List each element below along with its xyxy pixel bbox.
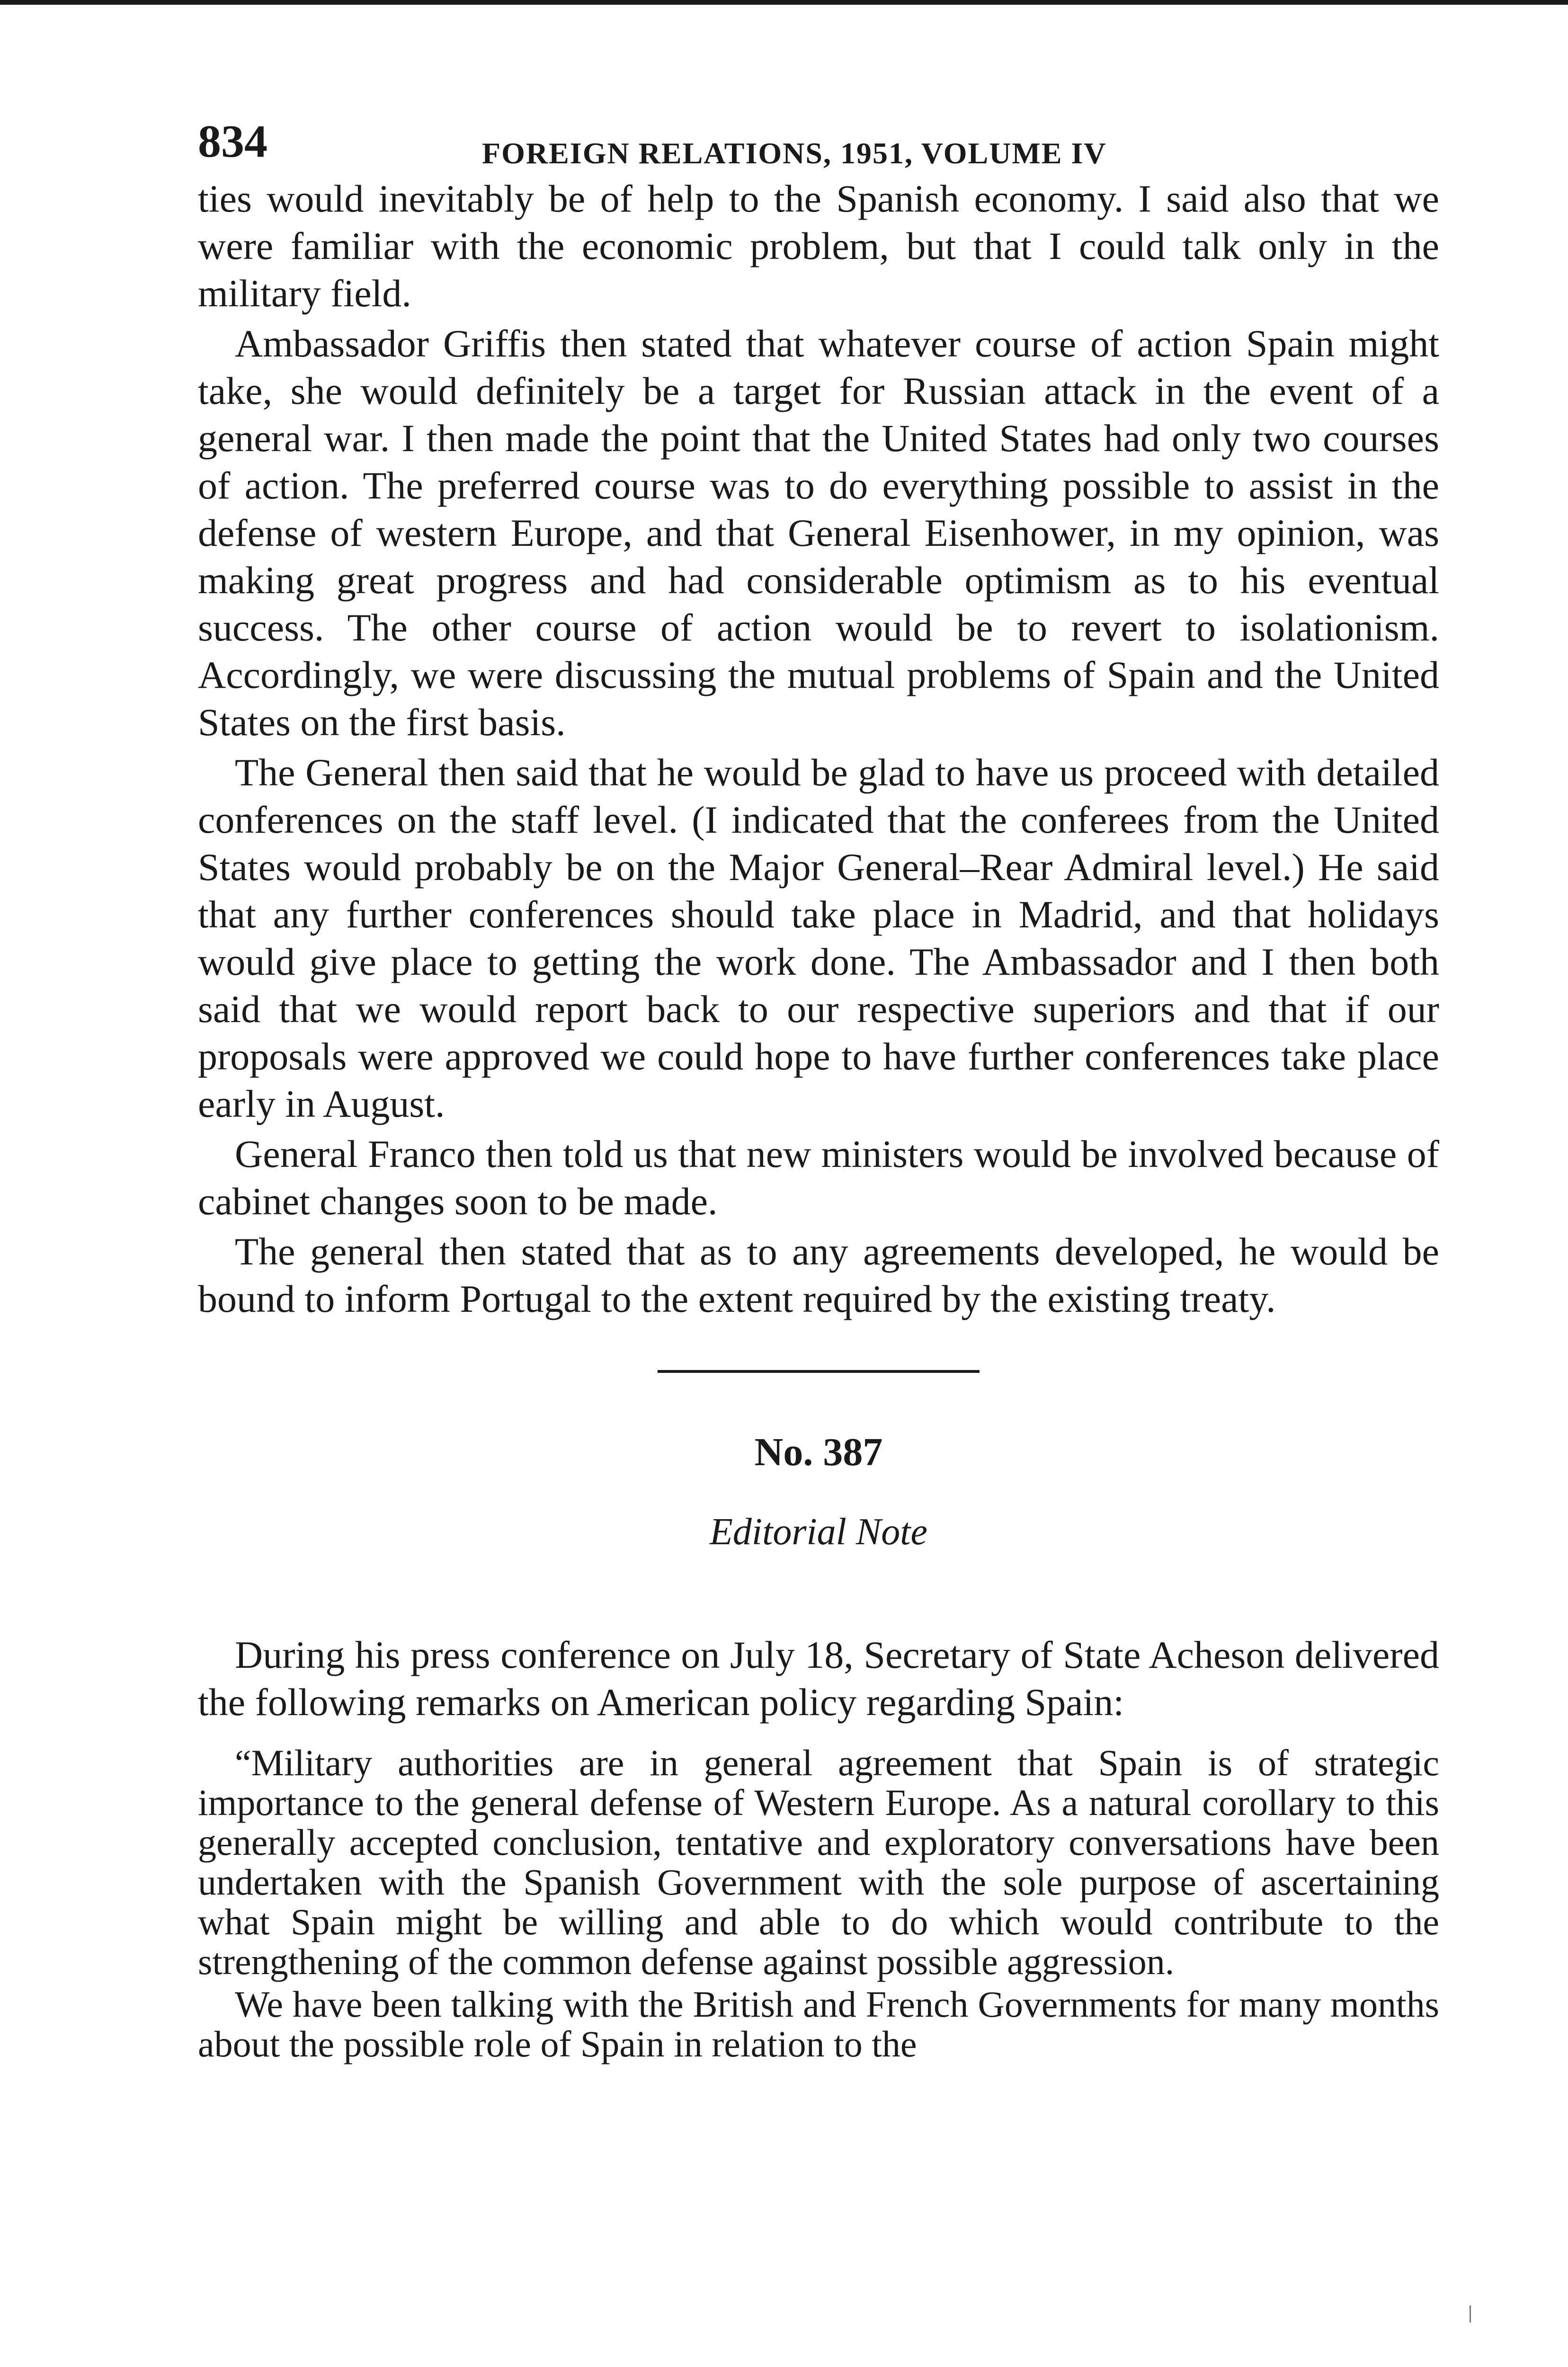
document-number: No. 387 — [754, 1430, 883, 1474]
quote-paragraph: We have been talking with the British and French Governments for many months about the possible role of Spain in relation to the — [198, 1984, 1439, 2064]
running-header — [198, 109, 1439, 175]
running-title: FOREIGN RELATIONS, 1951, VOLUME IV — [482, 136, 1107, 170]
body-paragraph: ties would inevitably be of help to the Spanish economy. I said also that we were familiar with the economic problem, but that I could talk only in the military field. — [198, 177, 1439, 315]
body-paragraph: The general then stated that as to any agreements developed, he would be bound to inform Portugal to the extent required by the existing treaty. — [198, 1230, 1439, 1320]
page-number: 834 — [198, 116, 267, 167]
section-divider — [658, 1370, 980, 1373]
top-scan-border — [0, 0, 1568, 5]
document-page — [198, 109, 1439, 2064]
body-paragraph: The General then said that he would be glad to have us proceed with detailed conferences on the staff level. (I indicated that the conferees from the United States would probably be on the Major General–Rear Admiral level.) He said that any further conferences should take place in Madrid, and that holidays would give place to getting the work done. The Ambassador and I then both said that we would report back to our respective superiors and that if our proposals were approved we could hope to have further conferences take place early in August. — [198, 751, 1439, 1125]
quote-paragraph: “Military authorities are in general agreement that Spain is of strategic importance to the general defense of Western Europe. As a natural corollary to this generally accepted conclusion, tentative and exploratory conversations have been undertaken with the Spanish Government with the sole purpose of ascertaining what Spain might be willing and able to do which would contribute to the strengthening of the common defense against possible aggression. — [198, 1742, 1439, 1982]
block-quote — [198, 1743, 1439, 2064]
body-paragraph: Ambassador Griffis then stated that whatever course of action Spain might take, she would definitely be a target for Russian attack in the event of a general war. I then made the point that the United States had only two courses of action. The preferred course was to do everything possible to assist in the defense of western Europe, and that General Eisenhower, in my opinion, was making great progress and had considerable optimism as to his eventual success. The other course of action would be to revert to isolationism. Accordingly, we were discussing the mutual problems of Spain and the United States on the first basis. — [198, 322, 1439, 744]
document-subtitle: Editorial Note — [710, 1511, 927, 1553]
editorial-intro — [198, 1631, 1439, 1726]
document-body — [198, 175, 1439, 1323]
body-paragraph: General Franco then told us that new ministers would be involved because of cabinet changes soon to be made. — [198, 1132, 1439, 1223]
intro-paragraph: During his press conference on July 18, Secretary of State Acheson delivered the following remarks on American policy regarding Spain: — [198, 1633, 1439, 1724]
scan-margin-mark — [1470, 2305, 1471, 2323]
